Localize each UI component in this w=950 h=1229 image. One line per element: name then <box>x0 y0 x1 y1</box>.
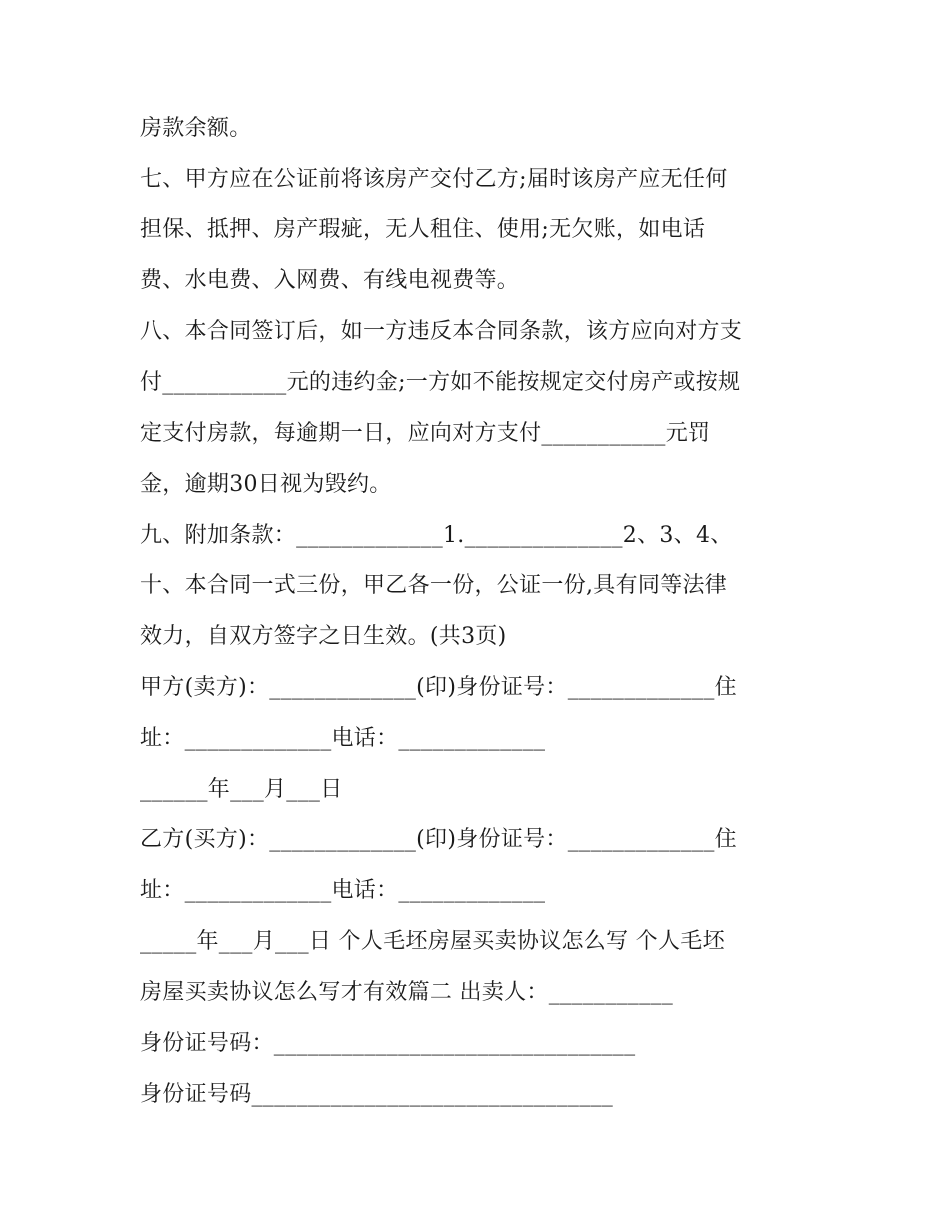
text-line: 金，逾期30日视为毁约。 <box>140 472 392 497</box>
text-line: 甲方(卖方)：_____________(印)身份证号：_____________住 <box>140 675 737 700</box>
text-line: ______年___月___日 <box>140 777 343 802</box>
text-line: 房屋买卖协议怎么写才有效篇二 出卖人：___________ <box>140 980 673 1005</box>
text-line: 付___________元的违约金;一方如不能按规定交付房产或按规 <box>140 370 741 395</box>
text-line: 七、甲方应在公证前将该房产交付乙方;届时该房产应无任何 <box>140 167 728 192</box>
text-line: 九、附加条款：_____________1.______________2、3、4、 <box>140 523 733 548</box>
text-line: 乙方(买方)：_____________(印)身份证号：_____________住 <box>140 827 737 852</box>
text-line: 担保、抵押、房产瑕疵，无人租住、使用;无欠账，如电话 <box>140 217 706 242</box>
text-line: 身份证号码：________________________________ <box>140 1031 636 1056</box>
text-line: _____年___月___日 个人毛坯房屋买卖协议怎么写 个人毛坯 <box>140 929 725 954</box>
text-line: 身份证号码________________________________ <box>140 1082 614 1107</box>
text-line: 址：_____________电话：_____________ <box>140 726 546 751</box>
text-line: 定支付房款，每逾期一日，应向对方支付___________元罚 <box>140 421 711 446</box>
text-line: 房款余额。 <box>140 116 252 141</box>
text-line: 八、本合同签订后，如一方违反本合同条款，该方应向对方支 <box>140 319 743 344</box>
text-line: 址：_____________电话：_____________ <box>140 878 546 903</box>
text-line: 效力，自双方签字之日生效。(共3页) <box>140 624 507 649</box>
text-line: 费、水电费、入网费、有线电视费等。 <box>140 268 520 293</box>
text-line: 十、本合同一式三份，甲乙各一份，公证一份,具有同等法律 <box>140 573 728 598</box>
